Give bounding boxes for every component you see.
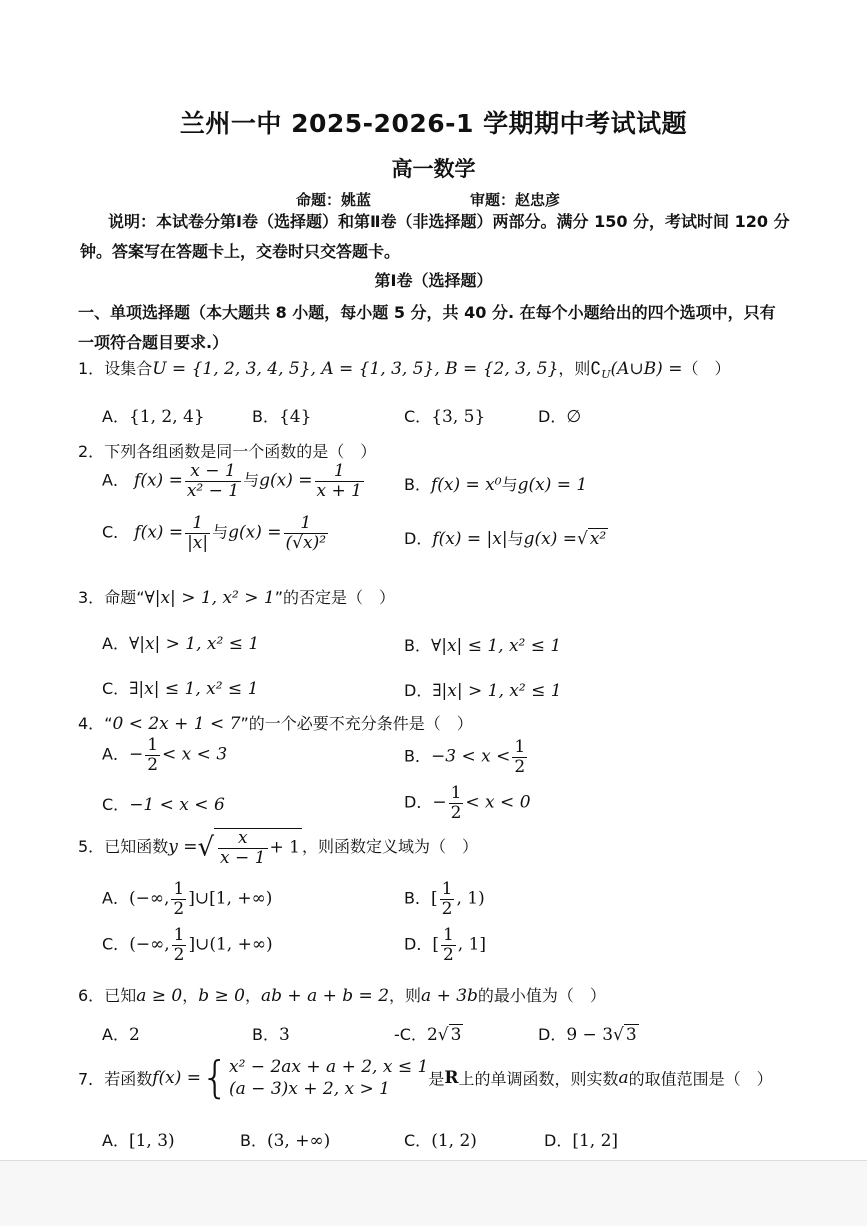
question-7-option-d: D．[1, 2] [544,1131,619,1151]
question-4-option-d: D．− $\frac{1}{2}$ < x < 0 [404,783,531,823]
question-number: 1． [78,359,105,378]
question-3-option-c: C．∃|x| ≤ 1, x² ≤ 1 [102,679,259,699]
question-2-option-c: C． f(x) = $\frac{1}{|x|}$ 与g(x) = $\frac{1}{\text{(√x)²}}$ [102,513,327,553]
question-1-option-b: B．{4} [252,407,312,427]
question-1-option-d: D．∅ [538,407,582,427]
question-3-option-d: D．∃|x| > 1, x² ≤ 1 [404,681,562,701]
question-3-stem: 3．命题“∀|x| > 1, x² > 1”的否定是（ ） [78,588,396,608]
page-bottom-margin [0,1161,867,1226]
question-4-option-a: A．− $\frac{1}{2}$ < x < 3 [102,735,228,775]
question-2-option-a: A． f(x) = $\frac{x - 1}{\text{x² − 1}}$ 与g(x) = $\frac{1}{x + 1}$ [102,461,362,501]
question-2-option-d: D．f(x) = |x|与g(x) =√ x² [404,529,607,549]
question-reviewer: 审题：赵忠彦 [470,191,561,209]
question-4-stem: 4．“0 < 2x + 1 < 7”的一个必要不充分条件是（ ） [78,714,473,734]
question-6-option-a: A．2 [102,1025,140,1045]
question-6-option-c: -C．2√ 3 [394,1025,462,1045]
question-7-stem: 7．若函数f(x) ={ x² − 2ax + a + 2, x ≤ 1 (a − 3)x + 2, x > 1 是R上的单调函数，则实数a的取值范围是（ ） [78,1052,773,1103]
question-7-option-a: A．[1, 3) [102,1131,175,1151]
question-1-stem: 1．设集合U = {1, 2, 3, 4, 5}, A = {1, 3, 5}, B = {2, 3, 5}，则$∁_U(A\cup B)$ =（ ） [78,359,731,382]
exam-title: 兰州一中 2025-2026-1 学期期中考试试题 [179,109,688,138]
question-7-option-c: C．(1, 2) [404,1131,477,1151]
question-2-option-b: B．f(x) = x⁰与g(x) = 1 [404,475,588,495]
piecewise-brace: { [201,1052,229,1103]
question-number: 4． [78,714,105,733]
question-number: 7． [78,1069,105,1089]
question-5-option-d: D．[ $\frac{1}{2}$ , 1] [404,925,487,965]
question-6-option-d: D．9 − 3√ 3 [538,1025,637,1045]
question-1-option-a: A．{1, 2, 4} [102,407,205,427]
question-4-option-b: B．−3 < x < $\frac{1}{2}$ [404,737,526,777]
exam-instructions: 说明：本试卷分第Ⅰ卷（选择题）和第Ⅱ卷（非选择题）两部分。满分 150 分，考试时间 120 分钟。答案写在答题卡上，交卷时只交答题卡。 [80,212,790,261]
question-5-stem: 5．已知函数y =√ $\frac{x}{x - 1}$ + 1 ，则函数定义域为（ ） [78,828,478,868]
question-5-option-b: B．[ $\frac{1}{2}$ , 1) [404,879,485,919]
question-number: 2． [78,442,105,461]
exam-subject: 高一数学 [391,157,476,181]
question-2-stem: 2．下列各组函数是同一个函数的是（ ） [78,442,377,461]
question-3-option-b: B．∀|x| ≤ 1, x² ≤ 1 [404,636,562,656]
question-setter: 命题：姚蓝 [296,191,372,209]
section-one-heading: 一、单项选择题（本大题共 8 小题，每小题 5 分，共 40 分. 在每个小题给出的四个选项中，只有一项符合题目要求.） [78,303,776,352]
question-5-option-c: C．(−∞, $\frac{1}{2}$ ]∪(1, +∞) [102,925,273,965]
question-4-option-c: C．−1 < x < 6 [102,795,225,815]
question-number: 5． [78,837,105,857]
question-number: 6． [78,986,105,1005]
question-6-stem: 6．已知a ≥ 0，b ≥ 0，ab + a + b = 2，则a + 3b的最小值为（ ） [78,986,606,1006]
question-5-option-a: A．(−∞, $\frac{1}{2}$ ]∪[1, +∞) [102,879,273,919]
piecewise-cases: x² − 2ax + a + 2, x ≤ 1 (a − 3)x + 2, x > 1 [229,1057,429,1099]
question-6-option-b: B．3 [252,1025,290,1045]
question-number: 3． [78,588,105,607]
question-7-option-b: B．(3, +∞) [240,1131,331,1151]
question-1-option-c: C．{3, 5} [404,407,486,427]
question-3-option-a: A．∀|x| > 1, x² ≤ 1 [102,634,260,654]
part-one-title: 第Ⅰ卷（选择题） [374,271,493,290]
